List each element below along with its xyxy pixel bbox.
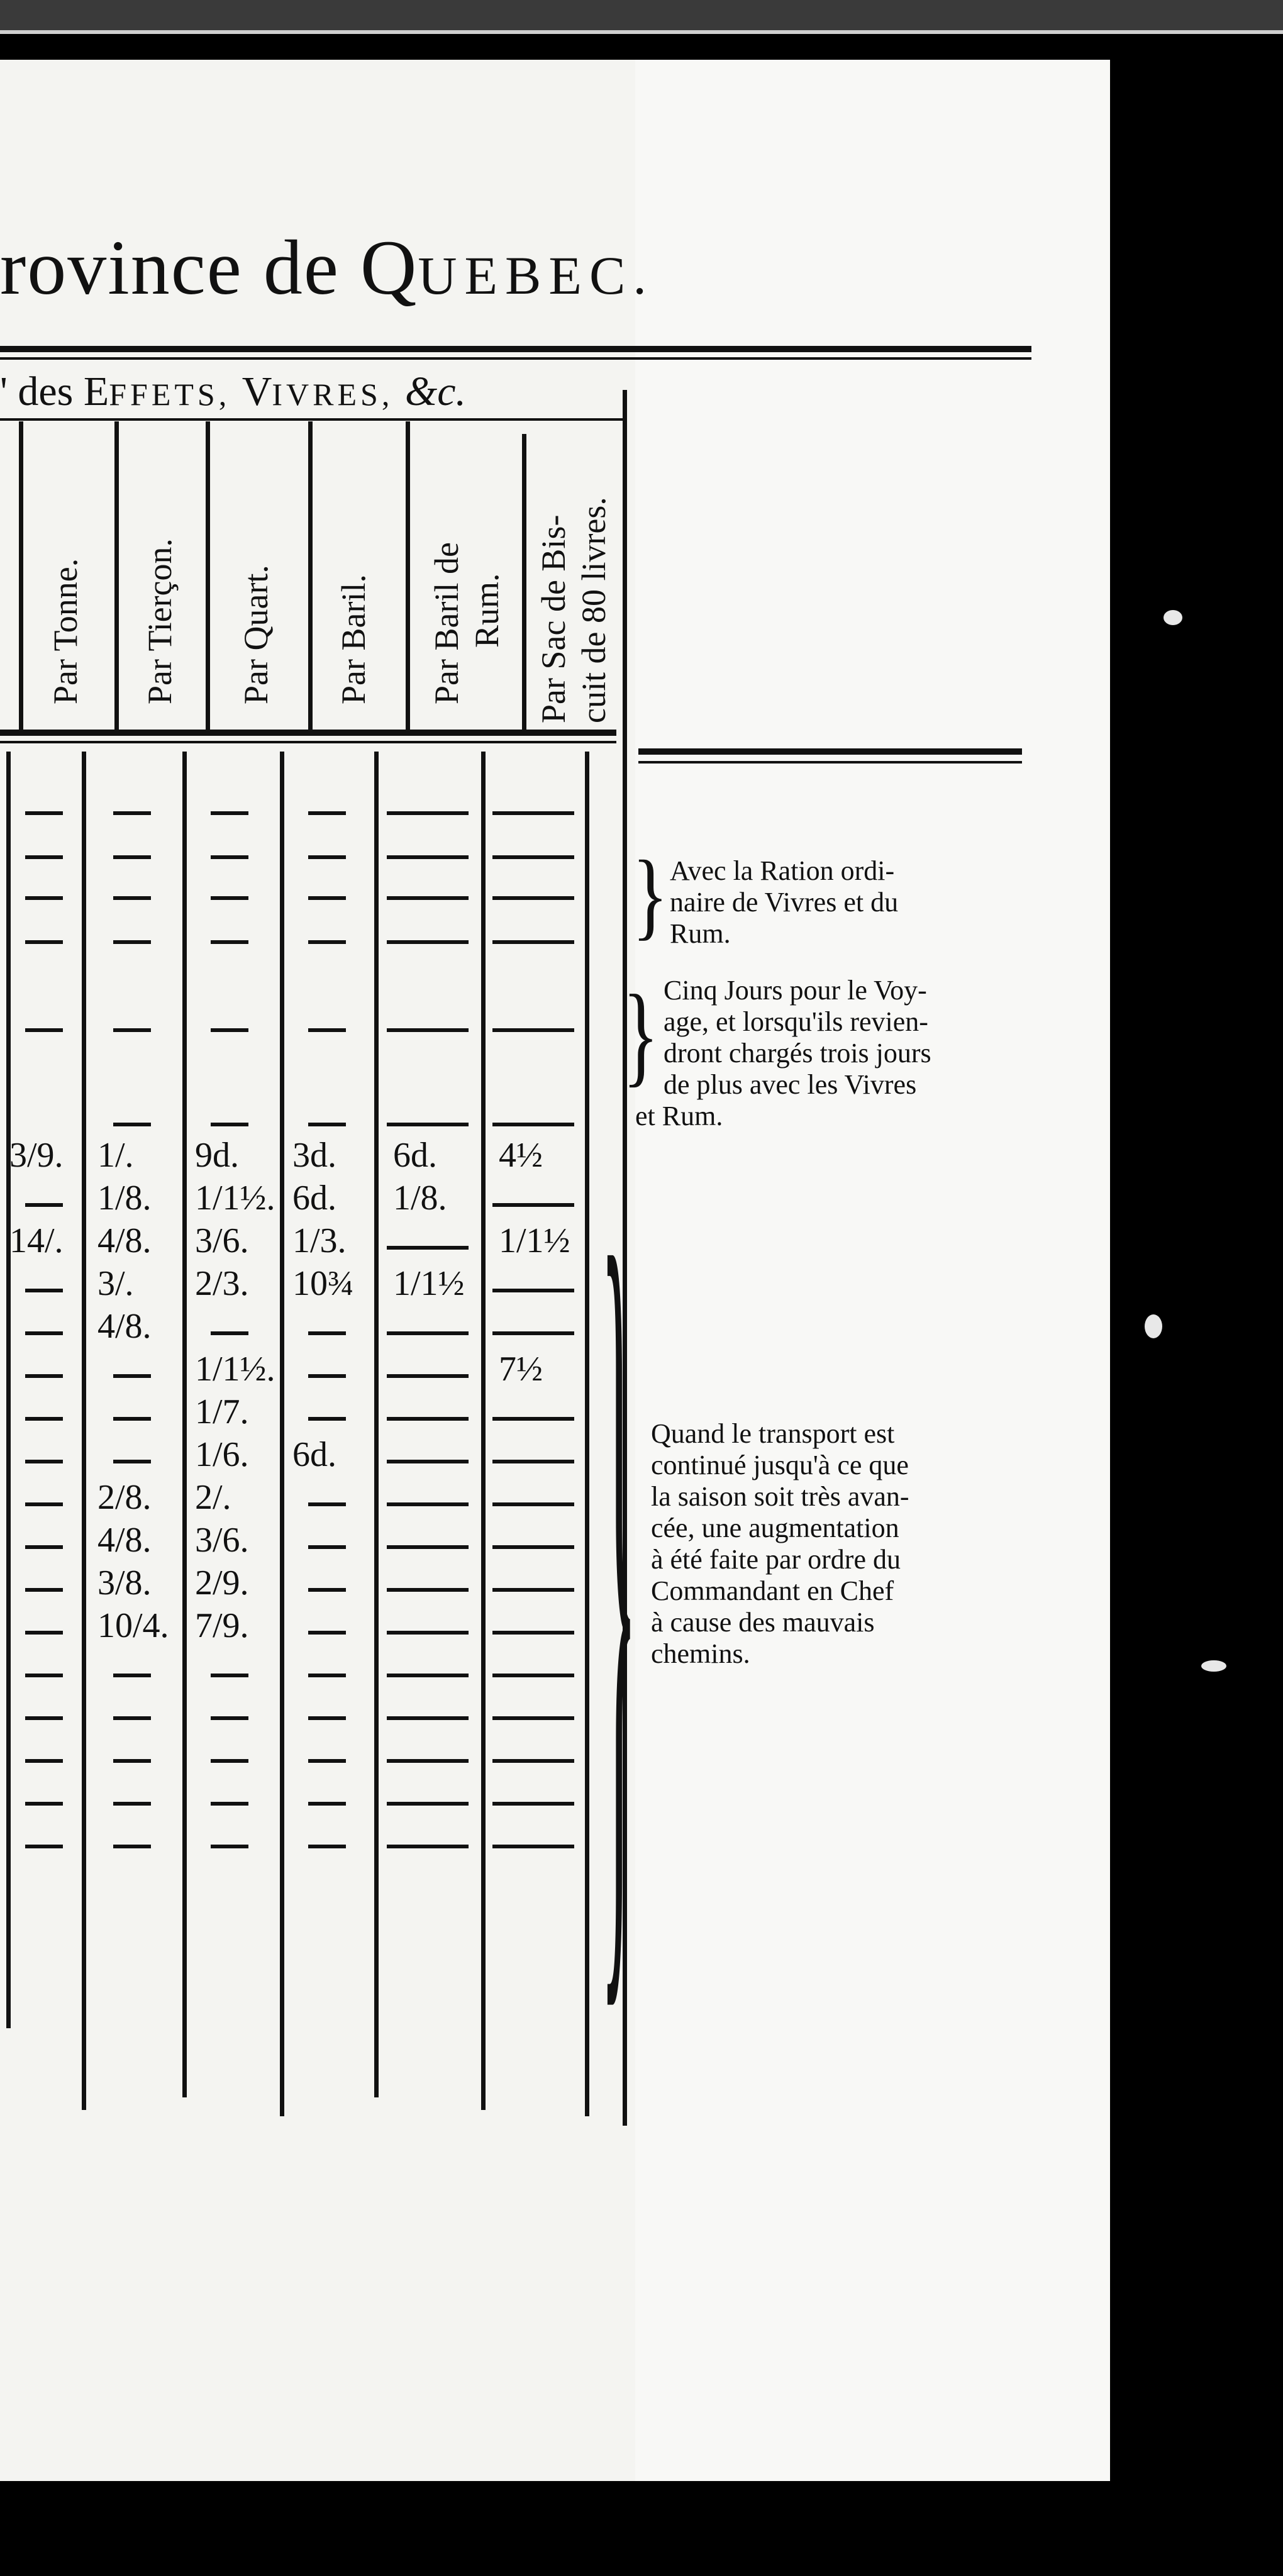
table-cell: 14/. bbox=[9, 1221, 64, 1260]
table-cell: 2/3. bbox=[195, 1264, 249, 1303]
header-rule-bottom bbox=[0, 741, 616, 743]
blank-dash bbox=[308, 855, 346, 859]
blank-dash bbox=[308, 1545, 346, 1549]
blank-dash bbox=[211, 1674, 248, 1677]
blank-dash bbox=[25, 1417, 63, 1421]
blank-dash bbox=[492, 1845, 574, 1848]
subhead-start: ' des bbox=[0, 369, 84, 414]
note-transport-line: cée, une augmentation bbox=[651, 1513, 899, 1543]
blank-dash bbox=[308, 1331, 346, 1335]
blank-dash bbox=[387, 1502, 469, 1506]
table-cell: 3/6. bbox=[195, 1521, 249, 1560]
subhead-etc: &c. bbox=[404, 369, 466, 414]
table-cell: 1/1½. bbox=[195, 1179, 275, 1218]
note-transport-line: Quand le transport est bbox=[651, 1418, 895, 1449]
blank-dash bbox=[308, 1374, 346, 1378]
table-cell: 6d. bbox=[292, 1435, 336, 1474]
blank-dash bbox=[387, 811, 469, 815]
blank-dash bbox=[211, 1028, 248, 1032]
blank-dash bbox=[492, 1716, 574, 1720]
blank-dash bbox=[113, 1374, 151, 1378]
note-transport bbox=[651, 1418, 909, 1670]
blank-dash bbox=[308, 1716, 346, 1720]
blank-dash bbox=[387, 1631, 469, 1635]
blank-dash bbox=[492, 1203, 574, 1207]
blank-dash bbox=[492, 1588, 574, 1592]
blank-dash bbox=[387, 1545, 469, 1549]
title-rule-top bbox=[0, 346, 1031, 352]
blank-dash bbox=[387, 1759, 469, 1763]
subhead-v: V bbox=[242, 369, 272, 414]
table-cell: 1/7. bbox=[195, 1392, 249, 1431]
col-line-5 bbox=[522, 434, 526, 730]
blank-dash bbox=[387, 940, 469, 944]
brace-3: } bbox=[601, 1076, 637, 2080]
top-bar-edge bbox=[0, 30, 1283, 34]
blank-dash bbox=[308, 1588, 346, 1592]
note-transport-line: à été faite par ordre du bbox=[651, 1544, 901, 1575]
note-transport-line: la saison soit très avan- bbox=[651, 1481, 909, 1512]
blank-dash bbox=[25, 1802, 63, 1806]
blank-dash bbox=[492, 1460, 574, 1463]
table-cell: 1/8. bbox=[97, 1179, 152, 1218]
body-line-6 bbox=[585, 752, 589, 2116]
blank-dash bbox=[387, 1028, 469, 1032]
blank-dash bbox=[211, 940, 248, 944]
blank-dash bbox=[492, 1545, 574, 1549]
blank-dash bbox=[387, 1417, 469, 1421]
blank-dash bbox=[113, 855, 151, 859]
note-transport-line: à cause des mauvais bbox=[651, 1607, 875, 1638]
col-header-baril-rum-line1: Par Baril de bbox=[428, 542, 465, 704]
note-ration-line: naire de Vivres et du bbox=[670, 887, 899, 918]
top-bar bbox=[0, 0, 1283, 30]
blank-dash bbox=[387, 1802, 469, 1806]
blank-dash bbox=[113, 896, 151, 900]
blank-dash bbox=[308, 1028, 346, 1032]
blank-dash bbox=[211, 1123, 248, 1126]
note-transport-line: continué jusqu'à ce que bbox=[651, 1450, 909, 1480]
body-line-3 bbox=[280, 752, 284, 2116]
blank-dash bbox=[308, 1123, 346, 1126]
table-cell: 2/9. bbox=[195, 1563, 249, 1602]
col-header-baril-rum-line2: Rum. bbox=[468, 573, 506, 648]
blank-dash bbox=[308, 940, 346, 944]
body-line-1 bbox=[82, 752, 86, 2110]
blank-dash bbox=[113, 811, 151, 815]
col-line-0 bbox=[19, 421, 23, 730]
col-header-sac-biscuit bbox=[533, 497, 614, 723]
title-initial: Q bbox=[360, 225, 418, 311]
blank-dash bbox=[113, 1028, 151, 1032]
blank-dash bbox=[387, 1845, 469, 1848]
blank-dash bbox=[211, 1331, 248, 1335]
body-line-4 bbox=[374, 752, 379, 2097]
title-start: rovince de bbox=[0, 225, 360, 311]
col-header-sac-line2: cuit de 80 livres. bbox=[575, 497, 613, 723]
blank-dash bbox=[25, 1631, 63, 1635]
blank-dash bbox=[492, 811, 574, 815]
blank-dash bbox=[387, 1588, 469, 1592]
blank-dash bbox=[113, 1759, 151, 1763]
note-cinq-line: et Rum. bbox=[635, 1101, 723, 1131]
blank-dash bbox=[492, 1123, 574, 1126]
col-header-tiercon: Par Tierçon. bbox=[141, 538, 179, 704]
col-header-tonne: Par Tonne. bbox=[47, 558, 84, 704]
blank-dash bbox=[25, 1674, 63, 1677]
blank-dash bbox=[25, 1289, 63, 1292]
blank-dash bbox=[113, 1802, 151, 1806]
table-cell: 1/1½ bbox=[499, 1221, 570, 1260]
table-subheading bbox=[0, 368, 466, 416]
table-cell: 9d. bbox=[195, 1136, 239, 1175]
blank-dash bbox=[113, 940, 151, 944]
blank-dash bbox=[308, 1845, 346, 1848]
blank-dash bbox=[387, 855, 469, 859]
blank-dash bbox=[211, 1759, 248, 1763]
blank-dash bbox=[25, 1203, 63, 1207]
table-cell: 1/1½. bbox=[195, 1350, 275, 1389]
header-rule-top bbox=[0, 730, 616, 736]
blank-dash bbox=[308, 811, 346, 815]
blank-dash bbox=[25, 1028, 63, 1032]
background-speck bbox=[1164, 610, 1182, 625]
col-header-baril: Par Baril. bbox=[335, 574, 372, 704]
blank-dash bbox=[25, 1502, 63, 1506]
blank-dash bbox=[25, 1759, 63, 1763]
background-speck bbox=[1201, 1660, 1226, 1672]
blank-dash bbox=[113, 1460, 151, 1463]
table-cell: 3/8. bbox=[97, 1563, 152, 1602]
table-cell: 7/9. bbox=[195, 1606, 249, 1645]
blank-dash bbox=[308, 896, 346, 900]
subhead-e: E bbox=[83, 369, 109, 414]
col-header-baril-rum bbox=[426, 542, 507, 704]
blank-dash bbox=[211, 1802, 248, 1806]
col-line-2 bbox=[206, 421, 210, 730]
blank-dash bbox=[25, 896, 63, 900]
blank-dash bbox=[492, 1759, 574, 1763]
blank-dash bbox=[211, 896, 248, 900]
note-ration-line: Rum. bbox=[670, 918, 731, 949]
subhead-vivres: IVRES, bbox=[272, 377, 405, 412]
note-transport-line: chemins. bbox=[651, 1638, 750, 1669]
blank-dash bbox=[492, 855, 574, 859]
notes-rule-bottom bbox=[638, 761, 1022, 763]
table-cell: 3/. bbox=[97, 1264, 134, 1303]
note-ration bbox=[670, 855, 898, 950]
table-cell: 3d. bbox=[292, 1136, 336, 1175]
table-cell: 1/. bbox=[97, 1136, 134, 1175]
table-cell: 4½ bbox=[499, 1136, 543, 1175]
blank-dash bbox=[387, 1374, 469, 1378]
blank-dash bbox=[308, 1802, 346, 1806]
blank-dash bbox=[308, 1502, 346, 1506]
title-rule-bottom bbox=[0, 357, 1031, 360]
blank-dash bbox=[492, 1331, 574, 1335]
blank-dash bbox=[113, 1845, 151, 1848]
blank-dash bbox=[25, 1460, 63, 1463]
body-line-0 bbox=[6, 752, 11, 2028]
note-cinq-line: age, et lorsqu'ils revien- bbox=[664, 1006, 928, 1037]
table-cell: 2/8. bbox=[97, 1478, 152, 1517]
table-cell: 2/. bbox=[195, 1478, 231, 1517]
blank-dash bbox=[387, 1716, 469, 1720]
note-transport-line: Commandant en Chef bbox=[651, 1575, 894, 1606]
blank-dash bbox=[308, 1759, 346, 1763]
notes-rule-top bbox=[638, 748, 1022, 755]
blank-dash bbox=[211, 1716, 248, 1720]
note-cinq-line: de plus avec les Vivres bbox=[664, 1069, 917, 1100]
col-line-3 bbox=[308, 421, 313, 730]
note-cinq-line: Cinq Jours pour le Voy- bbox=[664, 975, 927, 1006]
blank-dash bbox=[308, 1417, 346, 1421]
col-header-quart: Par Quart. bbox=[237, 565, 275, 704]
title-smallcaps: UEBEC. bbox=[418, 245, 654, 306]
blank-dash bbox=[25, 1331, 63, 1335]
table-cell: 7½ bbox=[499, 1350, 543, 1389]
blank-dash bbox=[308, 1631, 346, 1635]
body-line-2 bbox=[182, 752, 187, 2097]
blank-dash bbox=[492, 1674, 574, 1677]
page-title bbox=[0, 223, 654, 313]
blank-dash bbox=[387, 1674, 469, 1677]
body-line-5 bbox=[481, 752, 486, 2110]
table-cell: 6d. bbox=[393, 1136, 437, 1175]
blank-dash bbox=[25, 1716, 63, 1720]
blank-dash bbox=[113, 1674, 151, 1677]
blank-dash bbox=[387, 1331, 469, 1335]
blank-dash bbox=[113, 1123, 151, 1126]
blank-dash bbox=[25, 1588, 63, 1592]
blank-dash bbox=[25, 1845, 63, 1848]
col-line-4 bbox=[406, 421, 410, 730]
blank-dash bbox=[211, 811, 248, 815]
blank-dash bbox=[492, 1028, 574, 1032]
brace-2: } bbox=[623, 971, 659, 1097]
blank-dash bbox=[387, 896, 469, 900]
table-cell: 6d. bbox=[292, 1179, 336, 1218]
blank-dash bbox=[211, 1845, 248, 1848]
blank-dash bbox=[492, 1802, 574, 1806]
blank-dash bbox=[492, 940, 574, 944]
blank-dash bbox=[211, 855, 248, 859]
blank-dash bbox=[387, 1246, 469, 1250]
blank-dash bbox=[387, 1123, 469, 1126]
blank-dash bbox=[25, 855, 63, 859]
table-cell: 3/6. bbox=[195, 1221, 249, 1260]
blank-dash bbox=[492, 1289, 574, 1292]
blank-dash bbox=[113, 1716, 151, 1720]
blank-dash bbox=[308, 1674, 346, 1677]
table-cell: 10¾ bbox=[292, 1264, 354, 1303]
blank-dash bbox=[25, 811, 63, 815]
subhead-effets: FFETS, bbox=[109, 377, 242, 412]
blank-dash bbox=[492, 1631, 574, 1635]
subhead-rule bbox=[0, 418, 626, 421]
note-cinq-jours bbox=[635, 975, 931, 1132]
note-cinq-line: dront chargés trois jours bbox=[664, 1038, 931, 1069]
blank-dash bbox=[25, 1545, 63, 1549]
table-cell: 1/3. bbox=[292, 1221, 347, 1260]
paper-sheet-right bbox=[635, 60, 1110, 2481]
background-speck bbox=[1145, 1314, 1162, 1338]
col-header-sac-line1: Par Sac de Bis- bbox=[535, 514, 572, 723]
blank-dash bbox=[492, 1502, 574, 1506]
table-cell: 1/6. bbox=[195, 1435, 249, 1474]
blank-dash bbox=[113, 1417, 151, 1421]
table-cell: 3/9. bbox=[9, 1136, 64, 1175]
col-line-1 bbox=[114, 421, 119, 730]
table-cell: 1/1½ bbox=[393, 1264, 465, 1303]
note-ration-line: Avec la Ration ordi- bbox=[670, 855, 895, 886]
table-cell: 4/8. bbox=[97, 1307, 152, 1346]
blank-dash bbox=[25, 940, 63, 944]
blank-dash bbox=[25, 1374, 63, 1378]
blank-dash bbox=[387, 1460, 469, 1463]
blank-dash bbox=[492, 1417, 574, 1421]
blank-dash bbox=[492, 896, 574, 900]
brace-1: } bbox=[632, 840, 669, 949]
table-cell: 4/8. bbox=[97, 1521, 152, 1560]
table-cell: 4/8. bbox=[97, 1221, 152, 1260]
table-cell: 10/4. bbox=[97, 1606, 169, 1645]
table-cell: 1/8. bbox=[393, 1179, 447, 1218]
